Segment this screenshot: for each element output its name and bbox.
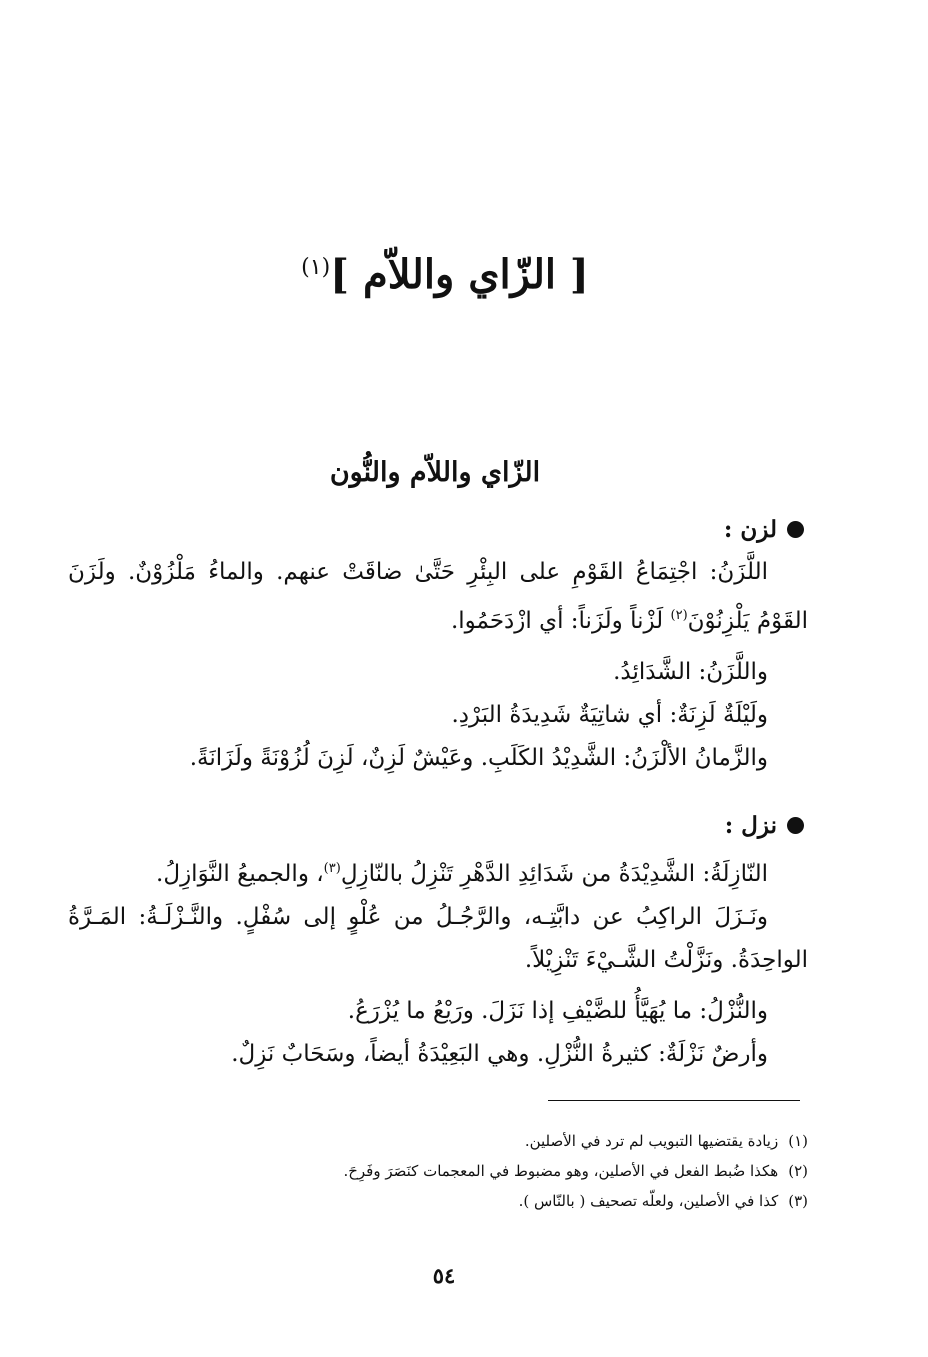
definition-paragraph [68, 551, 808, 643]
footnote-text: هكذا ضُبط الفعل في الأصلين، وهو مضبوط في المعجمات كنَصَرَ وفَرِحَ. [343, 1162, 779, 1180]
footnote-divider [548, 1100, 800, 1101]
footnote-number: (١) [788, 1132, 808, 1150]
footnote-text: زيادة يقتضيها التبويب لم ترد في الأصلين. [524, 1132, 779, 1150]
bullet-dot-icon [787, 817, 804, 834]
chapter-footnote-ref: (١) [301, 255, 331, 280]
page-number: ٥٤ [432, 1263, 456, 1288]
entry-headword [68, 804, 804, 847]
dictionary-entry-lzn [68, 508, 808, 780]
footnote-2 [100, 1156, 808, 1186]
definition-paragraph: والنُّزْلُ: ما يُهَيَّأُ للضَّيْفِ إذا نَزَلَ. ورَيْعُ ما يُزْرَعُ. [347, 998, 768, 1024]
footnote-ref: (٢) [670, 608, 688, 623]
definition-paragraph: وأرضٌ نَزْلَةٌ: كثيرةُ النُّزْلِ. وهي البَعِيْدَةُ أيضاً، وسَحَابٌ نَزِلٌ. [231, 1041, 768, 1067]
footnote-number: (٣) [788, 1192, 808, 1210]
entry-headword [68, 508, 804, 551]
bullet-dot-icon [787, 521, 804, 538]
chapter-title [0, 228, 890, 315]
definition-paragraph: ولَيْلَةٌ لَزِنَةٌ: أي شاتِيَةٌ شَدِيدَةُ البَرْدِ. [451, 702, 768, 728]
chapter-title-text: [ الزّاي واللاّم ] [330, 251, 589, 298]
definition-text-continued: لَزْناً ولَزَناً: أي ازْدَحَمُوا. [450, 608, 671, 634]
definition-paragraph: ونَـزَلَ الراكِبُ عن دابَّتِـه، والرَّجُـلُ من عُلْوٍ إلى سُفْلٍ. والنَّـزْلَـةُ: المَـرَّةُ الواحِدَةُ. ونَزَّلْتُ الشَّـيْءَ تَنْزِيْلاً. [68, 904, 808, 973]
footnotes [100, 1126, 808, 1216]
definition-paragraph [68, 847, 808, 896]
definition-text: اللَّزَنُ: اجْتِمَاعُ القَوْمِ على البِئْرِ حَتَّىٰ ضاقَتْ عنهم. والماءُ مَلْزُوْنٌ. ولَزَنَ القَوْمُ يَلْزِنُوْنَ [68, 559, 808, 634]
definition-paragraph: واللَّزَنُ: الشَّدَائِدُ. [613, 659, 768, 685]
headword-text: نزل : [724, 812, 777, 839]
footnote-1 [100, 1126, 808, 1156]
definition-paragraph: والزَّمانُ الألْزَنُ: الشَّدِيْدُ الكَلَبِ. وعَيْشٌ لَزِنٌ، لَزِنَ لُزُوْنَةً ولَزَانَةً. [189, 745, 768, 771]
section-title: الزّاي واللاّم والنُّون [329, 457, 541, 488]
footnote-3 [100, 1186, 808, 1216]
footnote-text: كذا في الأصلين، ولعلّه تصحيف ( بالنّاس ). [518, 1192, 779, 1210]
footnote-number: (٢) [788, 1162, 808, 1180]
definition-text-continued: ، والجميعُ النَّوَازِلُ. [156, 861, 324, 887]
headword-text: لزن : [723, 516, 777, 543]
footnote-ref: (٣) [323, 861, 341, 876]
dictionary-entry-nzl [68, 804, 808, 1076]
definition-text: النّازِلَةُ: الشَّدِيْدَةُ من شَدَائِدِ الدَّهْرِ تَنْزِلُ بالنّازِلِ [340, 861, 768, 887]
